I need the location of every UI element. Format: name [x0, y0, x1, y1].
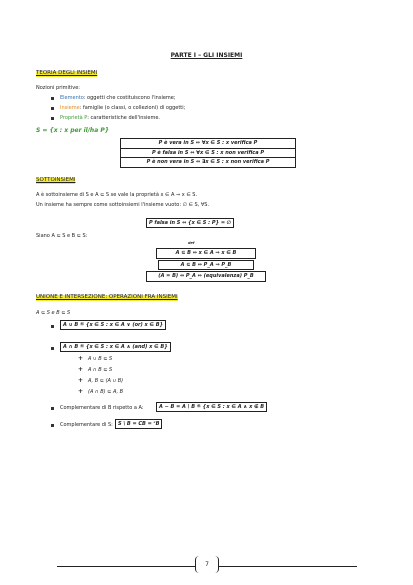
union-box: A ∪ B ≝ {x ∈ S : x ∈ A ∨ (or) x ∈ B} [60, 320, 166, 330]
complement-box: A − B = A \ B ≝ {x ∈ S : x ∈ A ∧ x ∉ B [156, 402, 267, 412]
def-mark: def [188, 241, 195, 245]
bullet-icon [51, 347, 54, 350]
truth-row: P è falsa in S ⇔ ∀x ∈ S : x non verifica P [121, 149, 295, 159]
section-heading-unione: UNIONE E INTERSEZIONE: OPERAZIONI FRA INSIEMI [36, 294, 178, 300]
complement-s-box: S \ B = CB = ᶜB [115, 419, 162, 429]
bullet-icon [51, 407, 54, 410]
union-property: A, B ⊆ (A ∪ B) [88, 378, 124, 384]
empty-set-box: P falsa in S ⇔ {x ∈ S : P} = ∅ [146, 218, 234, 228]
truth-row: P è vera in S ⇔ ∀x ∈ S : x verifica P [121, 139, 295, 149]
set-definition: S = {x : x per il/ha P} [36, 127, 109, 134]
notion-set: Insieme: famiglie (o classi, o collezioni) di oggetti; [60, 105, 186, 111]
primitive-notions-intro: Nozioni primitive: [36, 85, 80, 91]
footer-rule-left [57, 566, 195, 567]
union-property: A ∪ B ⊆ S [88, 356, 113, 362]
complement-label: Complementare di B rispetto a A: [60, 405, 144, 411]
bullet-icon [51, 117, 54, 120]
footer-rule-right [217, 566, 357, 567]
complement-s-label: Complementare di S: [60, 422, 113, 428]
page-title: PARTE I – GLI INSIEMI [170, 52, 243, 59]
notion-property: Proprietà P: caratteristiche dell'insieme. [60, 115, 161, 121]
subset-row: A ⊆ B ⇔ P_A ⇒ P_B [158, 260, 254, 271]
section-heading-teoria: TEORIA DEGLI INSIEMI [36, 70, 98, 76]
notion-element: Elemento: oggetti che costituiscono l'insieme; [60, 95, 176, 101]
plus-bullet-icon: + [78, 366, 84, 373]
plus-bullet-icon: + [78, 355, 84, 362]
property-truth-box [120, 138, 296, 168]
plus-bullet-icon: + [78, 377, 84, 384]
section-heading-sottoinsiemi: SOTTOINSIEMI [36, 177, 76, 183]
union-property: (A ∩ B) ⊆ A, B [88, 389, 124, 395]
bullet-icon [51, 97, 54, 100]
subset-definition: A è sottoinsieme di S e A ⊆ S se vale la proprietà x ∈ A ⇒ x ∈ S. [36, 192, 198, 198]
bullet-icon [51, 107, 54, 110]
subset-row: A ⊆ B ⇔ x ∈ A ⇒ x ∈ B [156, 248, 256, 259]
empty-set-note: Un insieme ha sempre come sottoinsiemi l'insieme vuoto: ∅ ∈ S, ∀S. [36, 202, 210, 208]
plus-bullet-icon: + [78, 388, 84, 395]
subset-row: (A = B) ⇔ P_A ⇔ (equivalenza) P_B [146, 271, 266, 282]
page-number: 7 [195, 556, 219, 573]
union-property: A ∩ B ⊆ S [88, 367, 113, 373]
truth-row: P è non vera in S ⇔ ∃x ∈ S : x non verifica P [146, 159, 270, 165]
subset-box-list [146, 248, 266, 282]
bullet-icon [51, 325, 54, 328]
bullet-icon [51, 424, 54, 427]
intersection-box: A ∩ B ≝ {x ∈ S : x ∈ A ∧ (and) x ∈ B} [60, 342, 171, 352]
siano-line: Siano A ⊆ S e B ⊆ S: [36, 233, 88, 239]
union-intro: A ⊆ S e B ⊆ S [36, 310, 71, 316]
